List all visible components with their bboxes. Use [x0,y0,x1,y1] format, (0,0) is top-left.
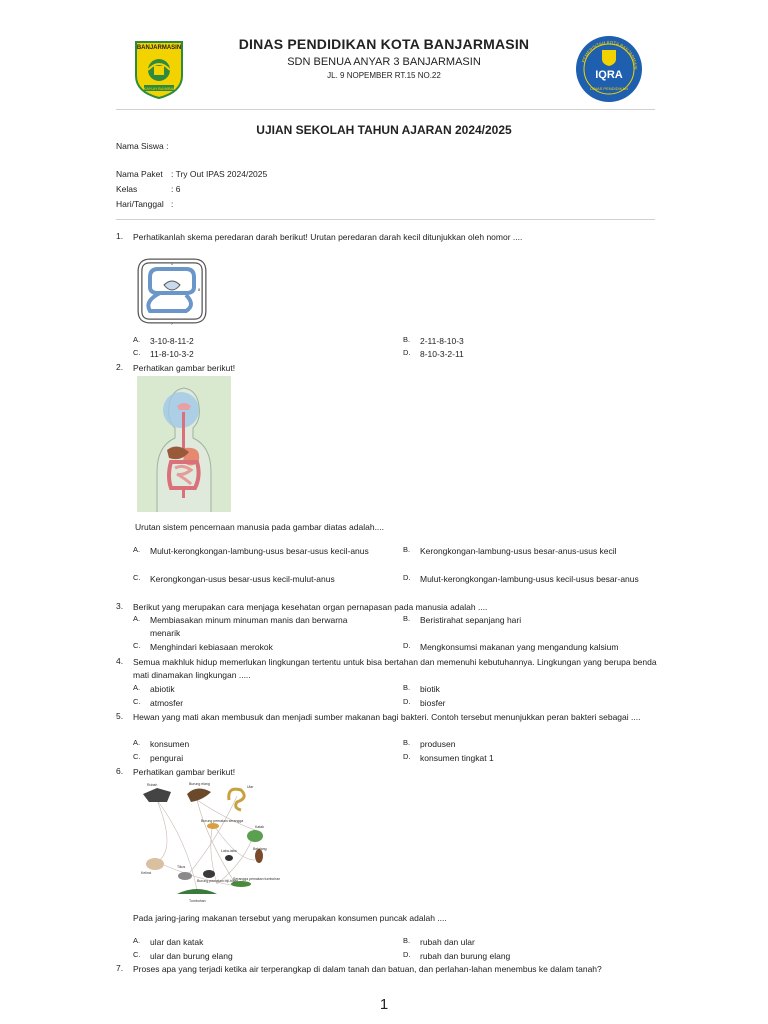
option-letter: D. [403,641,411,650]
svg-text:BANJARMASIN: BANJARMASIN [136,45,182,51]
option-text: Mulut-kerongkongan-lambung-usus kecil-usus besar-anus [420,574,639,584]
option-text: Menghindari kebiasaan merokok [150,642,273,652]
package-value: : Try Out IPAS 2024/2025 [171,169,268,179]
option-text: Kerongkongan-lambung-usus besar-anus-usus kecil [420,546,617,556]
question-text: Berikut yang merupakan cara menjaga kesehatan organ pernapasan pada manusia adalah .... [133,602,488,612]
agency-title: DINAS PENDIDIKAN KOTA BANJARMASIN [238,36,530,52]
svg-text:Kelinci: Kelinci [141,871,152,875]
svg-text:Burung elang: Burung elang [189,782,210,786]
option-letter: D. [403,573,411,582]
question-number: 2. [116,362,124,372]
svg-text:Tumbuhan: Tumbuhan [189,899,206,903]
school-name: SDN BENUA ANYAR 3 BANJARMASIN [287,56,481,68]
svg-text:8: 8 [198,287,201,292]
option-text: Membiasakan minum minuman manis dan berwarna menarik [150,615,348,638]
option-text: abiotik [150,684,175,694]
svg-text:7: 7 [170,321,174,326]
class-label: Kelas [116,184,138,194]
header-divider [116,109,655,110]
option-text: Kerongkongan-usus besar-usus kecil-mulut-anus [150,574,335,584]
option-text: pengurai [150,753,184,763]
option-letter: B. [403,545,411,554]
option-text: produsen [420,739,456,749]
option-text: 2-11-8-10-3 [420,336,464,346]
option-text: biosfer [420,698,446,708]
svg-text:IQRA: IQRA [595,69,623,81]
option-text: ular dan katak [150,937,204,947]
question-text: Semua makhluk hidup memerlukan lingkungan tertentu untuk bisa bertahan dan memenuhi kebutuhannya. Lingkungan yang berupa benda mati dinamakan lingkungan ..... [133,657,657,680]
question-subtext: Pada jaring-jaring makanan tersebut yang merupakan konsumen puncak adalah .... [133,913,447,923]
question-subtext: Urutan sistem pencernaan manusia pada gambar diatas adalah.... [135,522,385,532]
digestive-system-image [137,376,231,512]
option-letter: C. [133,752,141,761]
question-number: 1. [116,231,124,241]
option-letter: D. [403,697,411,706]
option-text: atmosfer [150,698,184,708]
option-text: 3-10-8-11-2 [150,336,194,346]
question-number: 5. [116,711,124,721]
package-label: Nama Paket [116,169,163,179]
class-value: : 6 [171,184,181,194]
question-text: Perhatikanlah skema peredaran darah berikut! Urutan peredaran darah kecil ditunjukkan oleh nomor .... [133,232,523,242]
question-number: 6. [116,766,124,776]
option-letter: C. [133,950,141,959]
svg-text:Laba-laba: Laba-laba [221,849,237,853]
svg-text:DINAS PENDIDIKAN: DINAS PENDIDIKAN [590,86,628,91]
option-letter: A. [133,738,141,747]
question-text: Perhatikan gambar berikut! [133,363,236,373]
option-letter: A. [133,936,141,945]
option-text: 11-8-10-3-2 [150,349,194,359]
option-text: Beristirahat sepanjang hari [420,615,522,625]
option-letter: A. [133,683,141,692]
option-text: 8-10-3-2-11 [420,349,464,359]
svg-text:Burung pemakan serangga: Burung pemakan serangga [201,819,244,823]
option-text: konsumen [150,739,190,749]
svg-text:Burung pemakan biji-bijian: Burung pemakan biji-bijian [197,879,239,883]
option-letter: C. [133,573,141,582]
option-text: Mulut-kerongkongan-lambung-usus besar-usus kecil-anus [150,546,369,556]
option-letter: C. [133,348,141,357]
option-letter: B. [403,738,411,747]
option-text: rubah dan burung elang [420,951,511,961]
svg-text:Serangga pemakan tumbuhan: Serangga pemakan tumbuhan [233,877,281,881]
option-letter: A. [133,335,141,344]
svg-text:Katak: Katak [255,825,264,829]
question-number: 3. [116,601,124,611]
option-letter: A. [133,545,141,554]
option-text: rubah dan ular [420,937,475,947]
question-text: Hewan yang mati akan membusuk dan menjadi sumber makanan bagi bakteri. Contoh tersebut menunjukkan peran bakteri sebagai .... [133,712,641,722]
svg-text:KAYUH BAIMBAI: KAYUH BAIMBAI [143,86,175,91]
svg-text:1: 1 [170,261,174,266]
option-letter: D. [403,348,411,357]
date-value: : [171,199,174,209]
svg-text:PEMERINTAH KOTA BANJARMASIN: PEMERINTAH KOTA BANJARMASI [580,39,639,70]
question-text: Perhatikan gambar berikut! [133,767,236,777]
option-letter: B. [403,335,411,344]
option-letter: A. [133,614,141,623]
option-text: ular dan burung elang [150,951,233,961]
option-text: biotik [420,684,440,694]
option-letter: D. [403,752,411,761]
svg-text:Belalang: Belalang [253,847,267,851]
info-divider [116,219,655,220]
page-number: 1 [379,996,389,1013]
option-letter: B. [403,683,411,692]
option-letter: C. [133,641,141,650]
date-label: Hari/Tanggal [116,199,164,209]
svg-text:Tikus: Tikus [177,865,186,869]
exam-title: UJIAN SEKOLAH TAHUN AJARAN 2024/2025 [256,123,512,137]
food-web-image [137,780,281,904]
svg-text:Rubah: Rubah [147,783,158,787]
iqra-logo [575,35,643,103]
option-letter: C. [133,697,141,706]
option-letter: B. [403,614,411,623]
option-text: Mengkonsumsi makanan yang mengandung kalsium [420,642,619,652]
option-letter: B. [403,936,411,945]
blood-circulation-diagram [136,255,208,327]
question-number: 4. [116,656,124,666]
question-number: 7. [116,963,124,973]
option-text: konsumen tingkat 1 [420,753,494,763]
question-text: Proses apa yang terjadi ketika air terperangkap di dalam tanah dan batuan, dan perlahan-lahan menembus ke dalam tanah? [133,964,602,974]
school-address: JL. 9 NOPEMBER RT.15 NO.22 [327,71,441,80]
student-name-field: Nama Siswa : [116,141,169,151]
option-letter: D. [403,950,411,959]
svg-text:Ular: Ular [247,785,254,789]
